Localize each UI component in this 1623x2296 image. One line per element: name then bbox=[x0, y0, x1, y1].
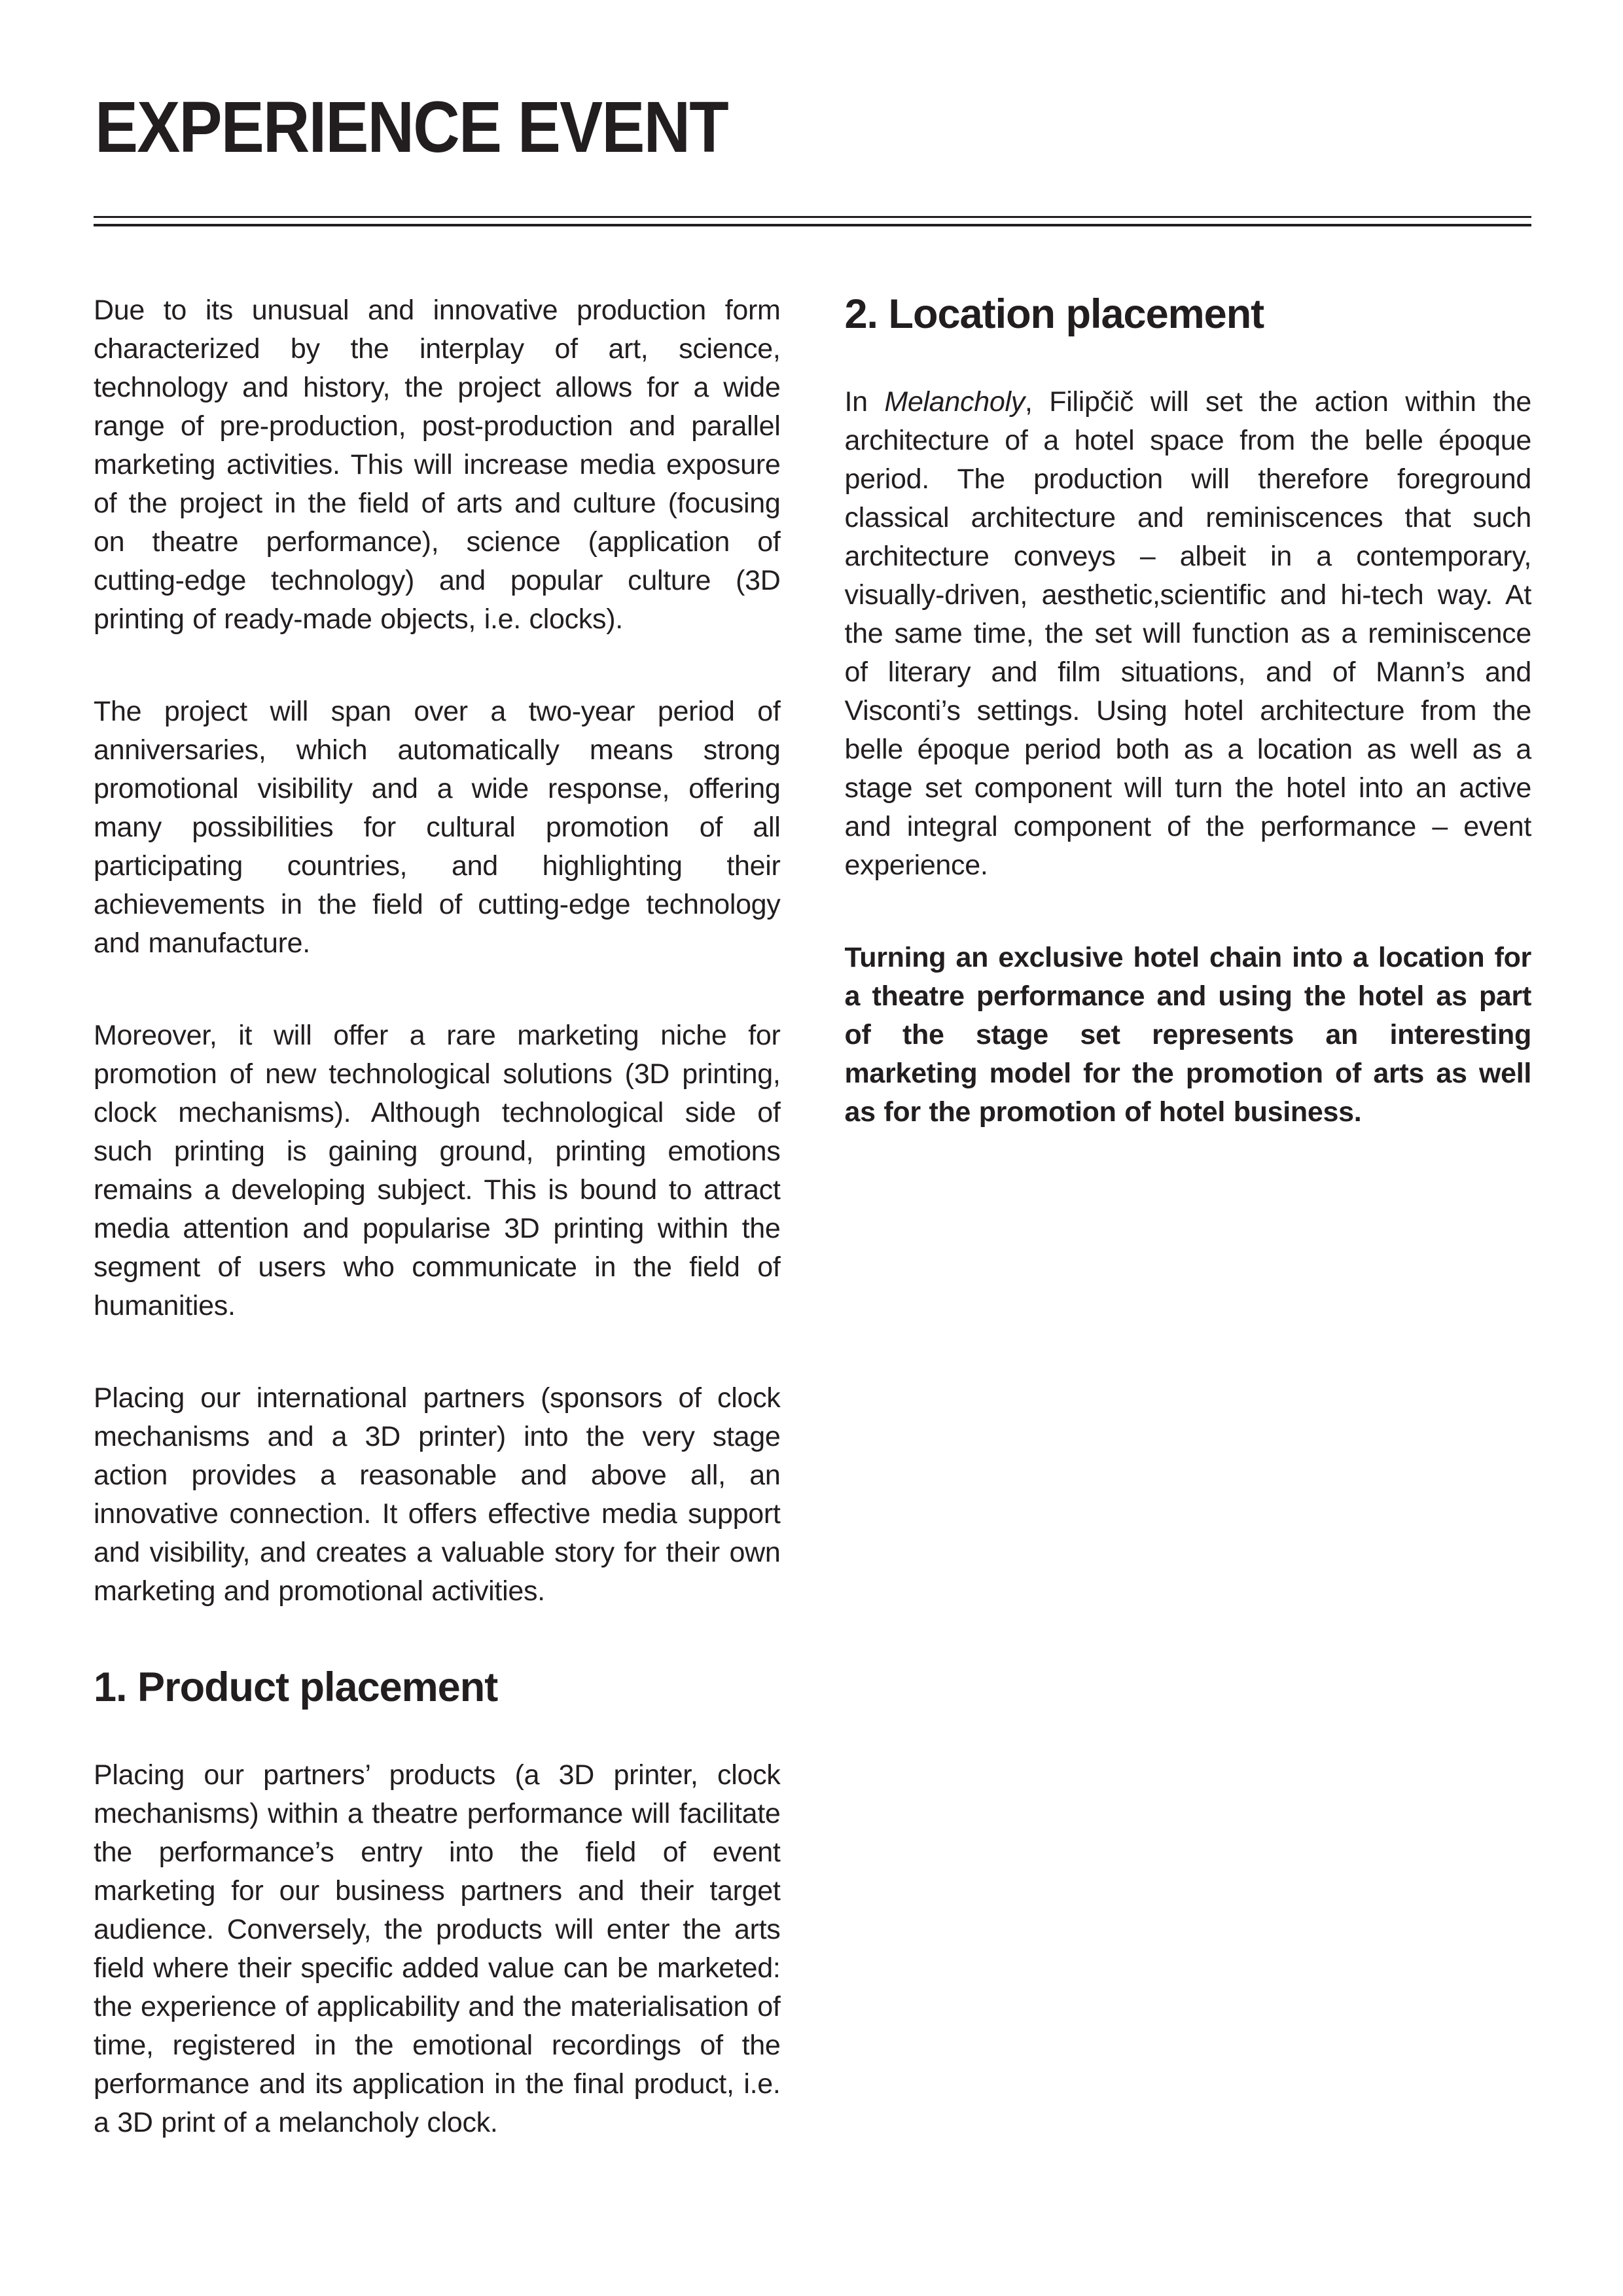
location-placement-paragraph bbox=[845, 383, 1532, 885]
left-column bbox=[94, 291, 781, 2142]
page-title: EXPERIENCE EVENT bbox=[95, 87, 728, 168]
section-heading-product-placement: 1. Product placement bbox=[94, 1664, 498, 1710]
right-column bbox=[845, 291, 1532, 2142]
intro-paragraph: Due to its unusual and innovative production form characterized by the interplay of art, science, technology and history, the project allows for a wide range of pre-production, post-production and parallel marketing activities. This will increase media exposure of the project in the field of arts and culture (focusing on theatre performance), science (application of cutting-edge technology) and popular culture (3D printing of ready-made objects, i.e. clocks). bbox=[94, 295, 781, 635]
two-column-layout bbox=[94, 291, 1531, 2142]
section-heading-location-placement: 2. Location placement bbox=[844, 291, 1264, 337]
partners-paragraph: Placing our international partners (sponsors of clock mechanisms and a 3D printer) into the very stage action provides a reasonable and above all, an innovative connection. It offers effective media support and visibility, and creates a valuable story for their own marketing and promotional activities. bbox=[94, 1382, 781, 1607]
location-paragraph-body: , Filipčič will set the action within the architecture of a hotel space from the belle époque period. The production will therefore foreground classical architecture and reminiscences that such architecture conveys – albeit in a contemporary, visually-driven, aesthetic,scientific and hi-tech way. At the same time, the set will function as a reminiscence of literary and film situations, and of Mann’s and Visconti’s settings. Using hotel architecture from the belle époque period both as a location as well as a stage set component will turn the hotel into an active and integral component of the performance – event experience. bbox=[844, 386, 1531, 881]
anniversaries-paragraph: The project will span over a two-year period of anniversaries, which automatically means strong promotional visibility and a wide response, offering many possibilities for cultural promotion of all participating countries, and highlighting their achievements in the field of cutting-edge technology and manufacture. bbox=[94, 696, 781, 959]
location-paragraph-prefix: In bbox=[844, 386, 885, 418]
product-placement-paragraph: Placing our partners’ products (a 3D printer, clock mechanisms) within a theatre performance will facilitate the performance’s entry into the field of event marketing for our business partners and their target audience. Conversely, the products will enter the arts field where their specific added value can be marketed: the experience of applicability and the materialisation of time, registered in the emotional recordings of the performance and its application in the final product, i.e. a 3D print of a melancholy clock. bbox=[94, 1759, 781, 2138]
marketing-niche-paragraph: Moreover, it will offer a rare marketing niche for promotion of new technological solutions (3D printing, clock mechanisms). Although technological side of such printing is gaining ground, printing emotions remains a developing subject. This is bound to attract media attention and popularise 3D printing within the segment of users who communicate in the field of humanities. bbox=[94, 1020, 781, 1321]
melancholy-italic-title: Melancholy bbox=[884, 386, 1025, 418]
title-divider-rule bbox=[94, 216, 1531, 226]
hotel-marketing-bold-paragraph: Turning an exclusive hotel chain into a location for a theatre performance and using the hotel as part of the stage set represents an interesting marketing model for the promotion of arts as well as for the promotion of hotel business. bbox=[844, 942, 1531, 1128]
